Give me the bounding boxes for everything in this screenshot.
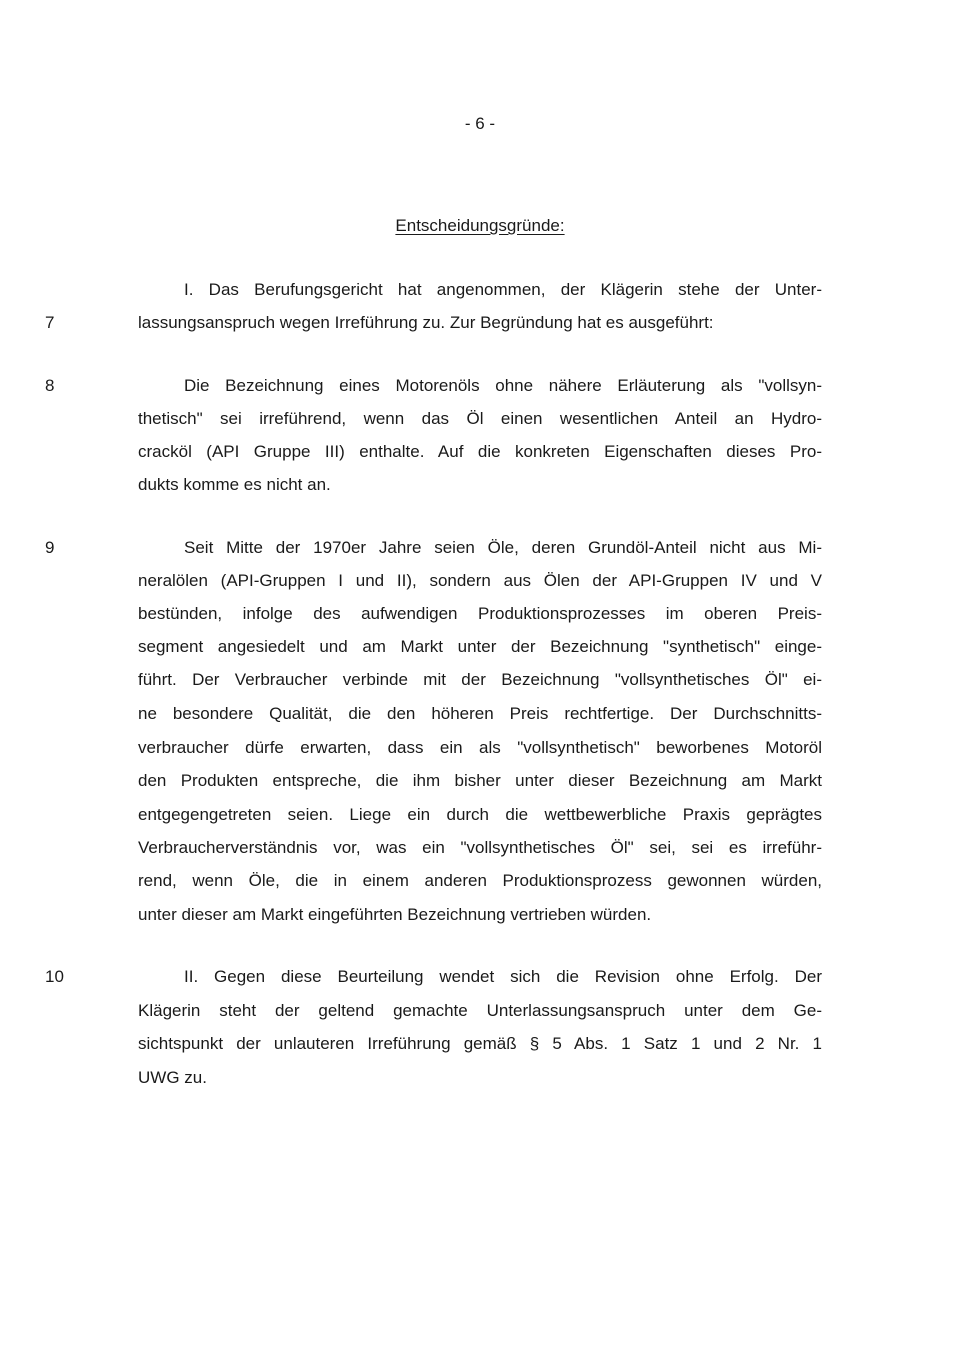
section-heading (0, 216, 960, 236)
paragraph-line: segment angesiedelt und am Markt unter der Bezeichnung "synthetisch" einge- (138, 637, 822, 656)
paragraph-line: neralölen (API-Gruppen I und II), sondern aus Ölen der API-Gruppen IV und V (138, 571, 822, 590)
page-number: - 6 - (464, 114, 496, 133)
paragraph-line: II. Gegen diese Beurteilung wendet sich die Revision ohne Erfolg. Der (184, 967, 822, 986)
paragraph-line: dukts komme es nicht an. (138, 475, 331, 494)
paragraph-line: rend, wenn Öle, die in einem anderen Produktionsprozess gewonnen würden, (138, 871, 822, 890)
paragraph-line: I. Das Berufungsgericht hat angenommen, der Klägerin stehe der Unter- (184, 280, 822, 299)
paragraph-line: thetisch" sei irreführend, wenn das Öl einen wesentlichen Anteil an Hydro- (138, 409, 822, 428)
paragraph-line: entgegengetreten seien. Liege ein durch die wettbewerbliche Praxis geprägtes (138, 805, 822, 824)
paragraph-line: ne besondere Qualität, die den höheren Preis rechtfertige. Der Durchschnitts- (138, 704, 822, 723)
paragraph-line: Klägerin steht der geltend gemachte Unterlassungsanspruch unter dem Ge- (138, 1001, 822, 1020)
paragraph-line: lassungsanspruch wegen Irreführung zu. Zur Begründung hat es ausgeführt: (138, 313, 714, 332)
paragraph-line: cracköl (API Gruppe III) enthalte. Auf die konkreten Eigenschaften dieses Pro- (138, 442, 822, 461)
margin-number: 10 (45, 967, 64, 986)
paragraph-line: Die Bezeichnung eines Motorenöls ohne nähere Erläuterung als "vollsyn- (184, 376, 822, 395)
paragraph-line: Seit Mitte der 1970er Jahre seien Öle, deren Grundöl-Anteil nicht aus Mi- (184, 538, 822, 557)
paragraph-line: verbraucher dürfe erwarten, dass ein als "vollsynthetisch" beworbenes Motoröl (138, 738, 822, 757)
paragraph-line: bestünden, infolge des aufwendigen Produktionsprozesses im oberen Preis- (138, 604, 822, 623)
paragraph-line: führt. Der Verbraucher verbinde mit der Bezeichnung "vollsynthetisches Öl" ei- (138, 670, 822, 689)
margin-number: 8 (45, 376, 55, 395)
paragraph-line: Verbraucherverständnis vor, was ein "vollsynthetisches Öl" sei, sei es irreführ- (138, 838, 822, 857)
margin-number: 9 (45, 538, 55, 557)
section-heading-text: Entscheidungsgründe: (395, 216, 565, 235)
paragraph-line: UWG zu. (138, 1068, 207, 1087)
paragraph-line: unter dieser am Markt eingeführten Bezeichnung vertrieben würden. (138, 905, 652, 924)
margin-number: 7 (45, 313, 55, 332)
paragraph-line: sichtspunkt der unlauteren Irreführung gemäß § 5 Abs. 1 Satz 1 und 2 Nr. 1 (138, 1034, 822, 1053)
paragraph-line: den Produkten entspreche, die ihm bisher unter dieser Bezeichnung am Markt (138, 771, 822, 790)
